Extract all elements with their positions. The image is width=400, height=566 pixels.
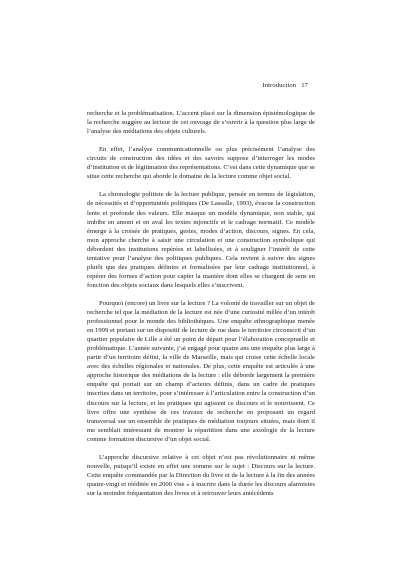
paragraph-5: L’approche discursive relative à cet objet n’est pas révolutionnaire ni même nouvelle, puisqu’il existe en effet une somme sur le sujet : Discours sur la lecture. Cette enquête commandée par la Direction du livre et de la lecture à la fin des années quatre-vingt et rééditée en 2000 vise « à inscrire dans la durée les discours alarmistes sur la moindre fréquentation des livres et à retrouver leurs antécédents (87, 453, 315, 497)
paragraph-4: Pourquoi (encore) un livre sur la lecture ? La volonté de travailler sur un objet de recherche tel que la médiation de la lecture est née d’une curiosité mêlée d’un intérêt professionnel pour le monde des bibliothèques. Une enquête ethnographique menée en 1999 et portant sur un dispositif de lecture de rue dans le territoire circonscrit d’un quartier populaire de Lille a été un point de départ pour l’élaboration conceptuelle et problématique. L’année suivante, j’ai engagé pour quatre ans une enquête plus large à partir d’un territoire défini, la ville de Marseille, mais qui croise cette échelle locale avec des échelles régionales et nationales. De plus, cette enquête est articulée à une approche historique des médiations de la lecture : elle déborde largement la première enquête qui portait sur un champ d’acteurs définis, dans un cadre de pratiques inscrites dans un territoire, pour s’intéresser à l’articulation entre la construction d’un discours sur la lecture, et les pratiques qui agissent ce discours et le nourrissent. Ce livre offre une synthèse de ces travaux de recherche en proposant un regard transversal sur un ensemble de pratiques de médiation toujours situées, mais dont il me semblait intéressant de montrer la répartition dans une axiologie de la lecture comme formation discursive d’un objet social. (87, 299, 315, 443)
running-head (262, 82, 308, 89)
section-title: Introduction (262, 82, 297, 89)
page-number: 17 (301, 82, 308, 89)
paragraph-3: La chronologie politiste de la lecture publique, pensée en termes de législation, de nécessités et d’opportunités politiques (De Lassalle, 1993), évacue la construction lente et profonde des valeurs. Elle masque un modèle dynamique, non stable, qui imbibe en amont et en aval les textes injonctifs et le cadrage normatif. Ce modèle émerge à la croisée de pratiques, gestes, modes d’action, discours, signes. En cela, mon approche cherche à saisir une circulation et une construction symbolique qui débordent des institutions repérées et labellisées, et à souligner l’intérêt de cette tentative pour l’analyse des politiques publiques. Cela revient à suivre des signes plutôt que des pratiques définies et formalisées par leur cadrage institutionnel, à repérer des formes d’action pour capter la manière dont elles se chargent de sens en fonction des objets sociaux dans lesquels elles s’inscrivent. (87, 191, 315, 289)
paragraph-1: recherche et la problématisation. L’accent placé sur la dimension épistémologique de la recherche suggère au lecteur de cet ouvrage de s’ouvrir à la question plus large de l’analyse des médiations des objets culturels. (87, 110, 315, 136)
body-text (87, 109, 315, 507)
paragraph-2: En effet, l’analyse communicationnelle ou plus précisément l’analyse des circuits de construction des idées et des savoirs suppose d’interroger les modes d’institution et de légitimation des représentations. C’est dans cette dynamique que se situe cette recherche qui aborde le domaine de la lecture comme objet social. (87, 146, 315, 181)
